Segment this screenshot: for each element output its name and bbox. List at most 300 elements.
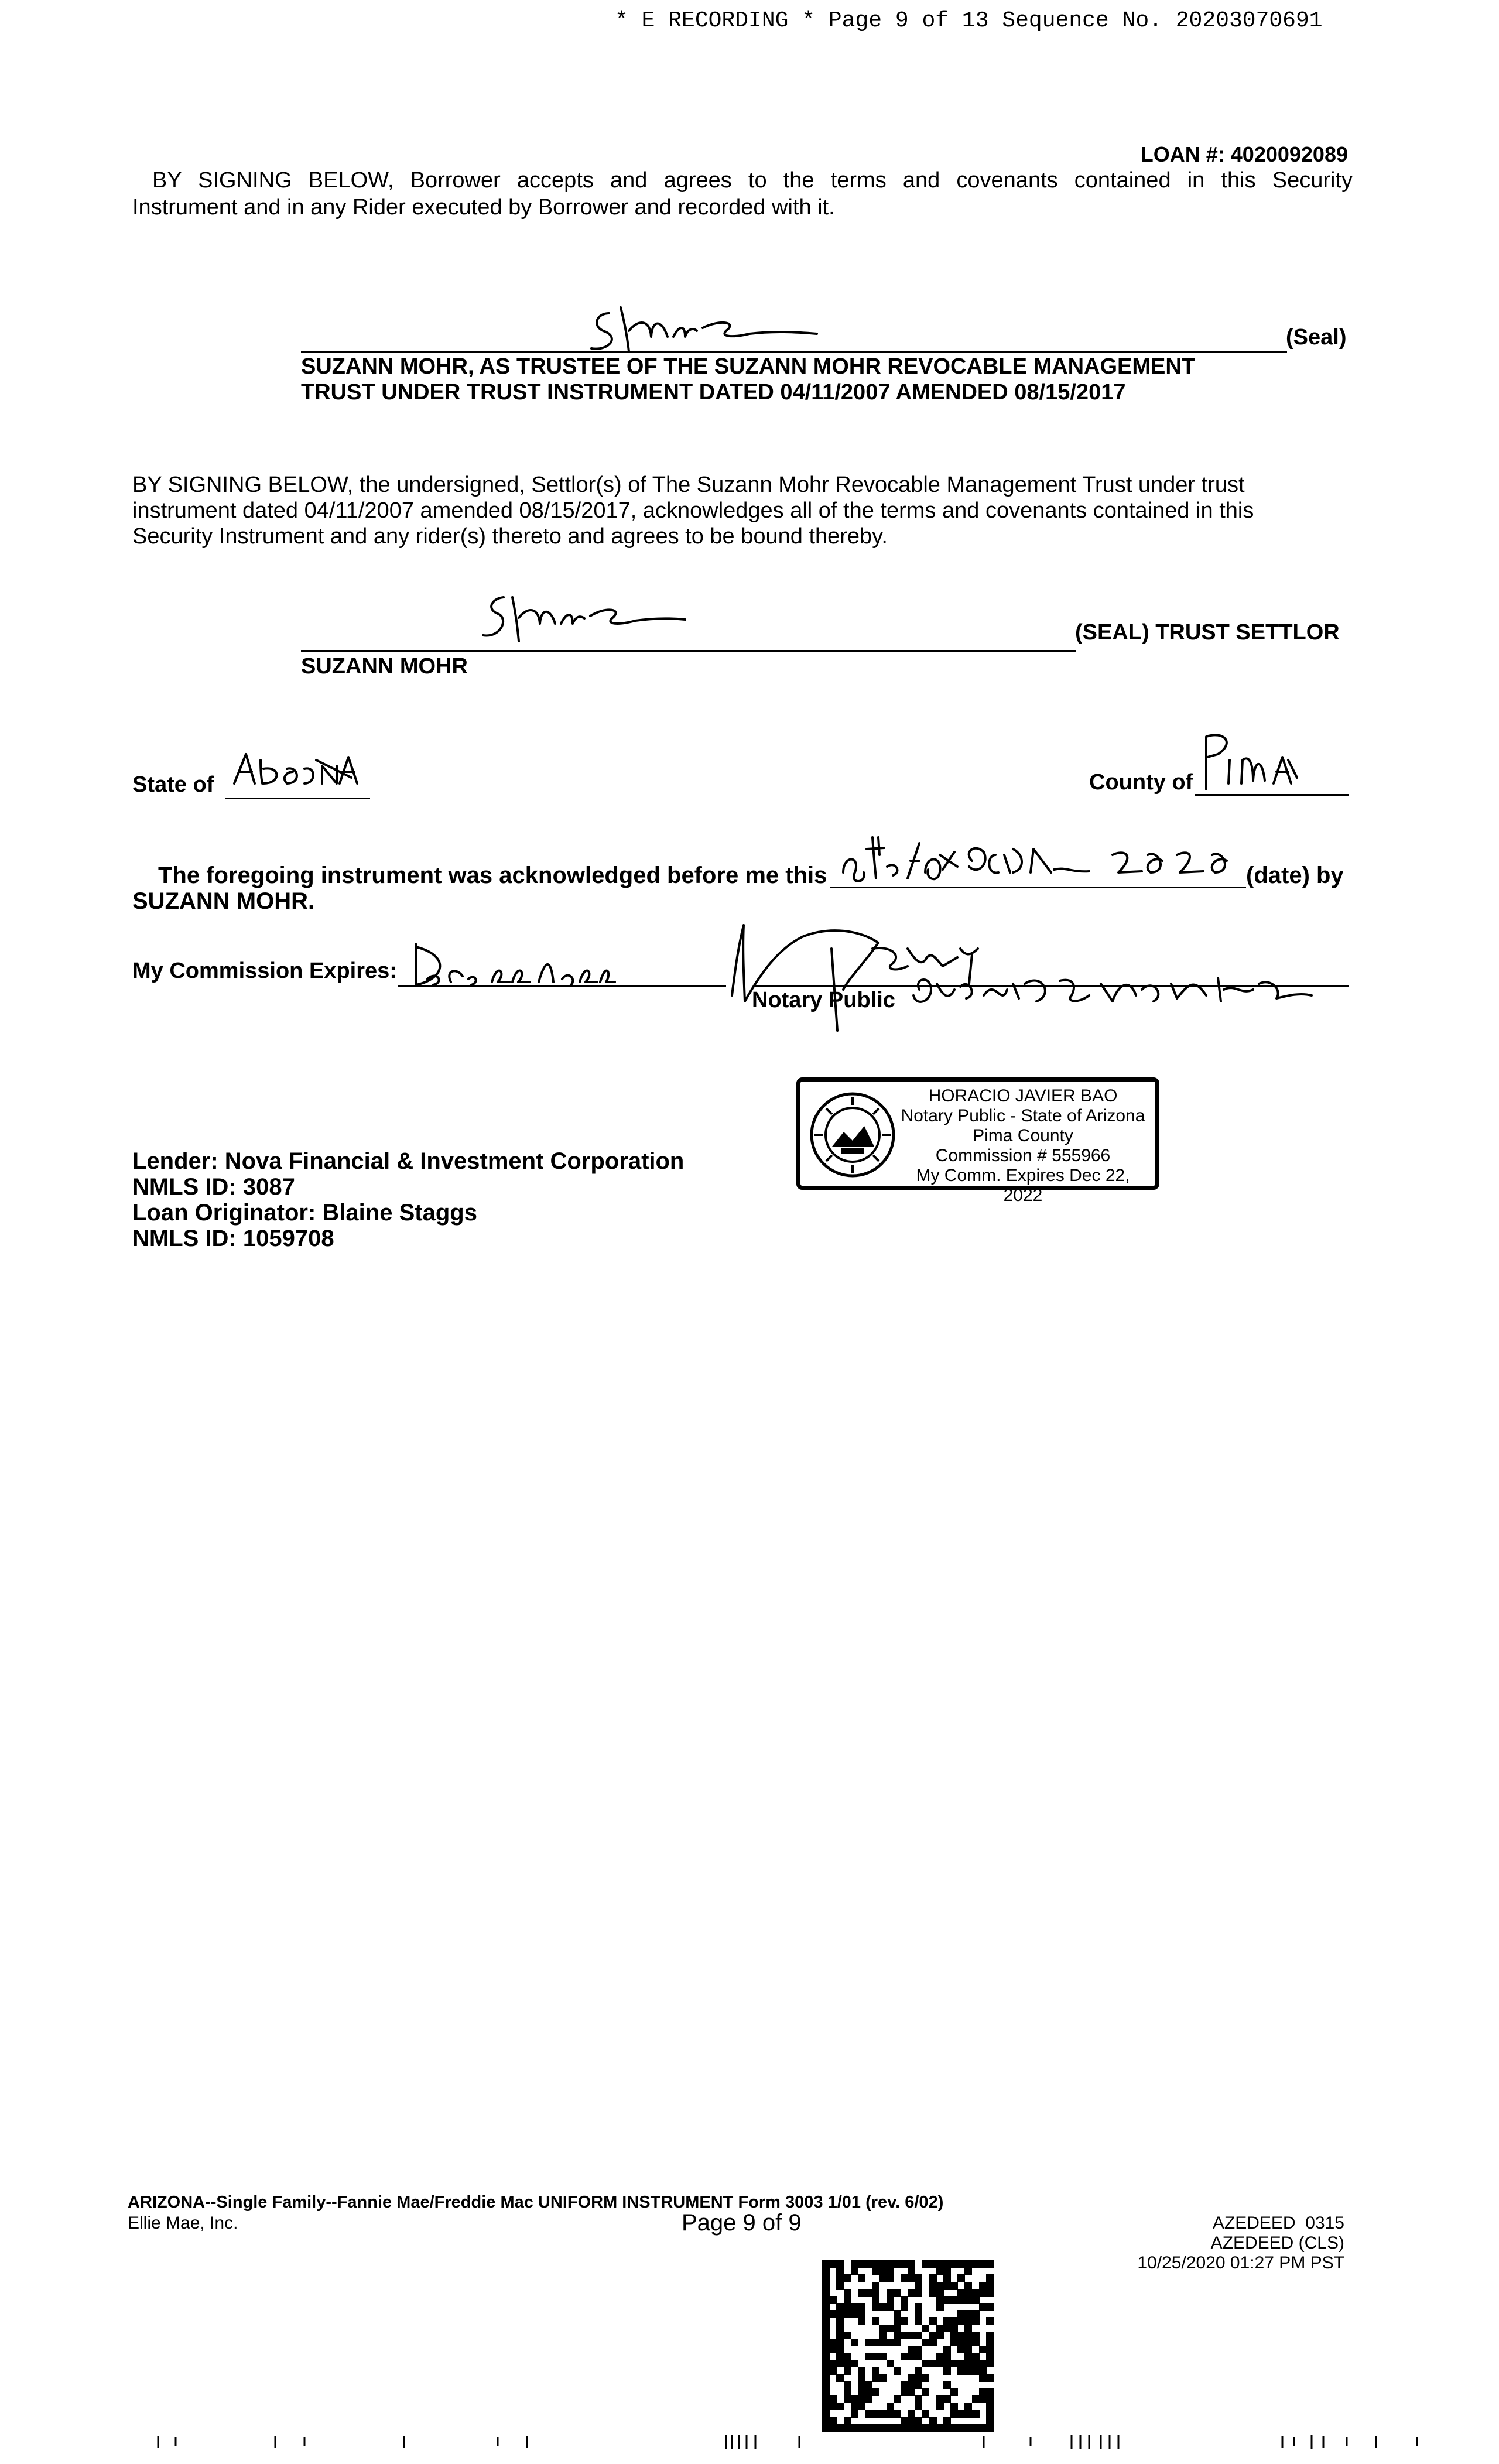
settlor-seal-label: (SEAL) TRUST SETTLOR bbox=[1075, 620, 1340, 645]
barcode-cell bbox=[943, 2381, 951, 2389]
barcode-cell bbox=[872, 2367, 879, 2375]
barcode-cell bbox=[986, 2360, 994, 2367]
barcode-cell bbox=[858, 2395, 865, 2403]
barcode-cell bbox=[872, 2296, 879, 2304]
state-handwriting bbox=[228, 742, 369, 795]
barcode-cell bbox=[908, 2332, 915, 2339]
trustee-seal-label: (Seal) bbox=[1286, 325, 1347, 350]
borrower-statement-line1: BY SIGNING BELOW, Borrower accepts and agrees to the terms and covenants contained in this Security bbox=[152, 168, 1353, 193]
barcode-cell bbox=[943, 2367, 951, 2375]
barcode-cell bbox=[964, 2360, 972, 2367]
barcode-cell bbox=[972, 2310, 980, 2318]
barcode-cell bbox=[901, 2274, 908, 2282]
barcode-cell bbox=[972, 2367, 980, 2375]
barcode-cell bbox=[950, 2403, 958, 2410]
barcode-cell bbox=[829, 2360, 837, 2367]
barcode-cell bbox=[957, 2346, 965, 2353]
barcode-cell bbox=[986, 2260, 994, 2268]
barcode-cell bbox=[943, 2267, 951, 2275]
barcode-cell bbox=[950, 2325, 958, 2332]
state-line bbox=[225, 798, 370, 799]
barcode-cell bbox=[986, 2339, 994, 2346]
barcode-cell bbox=[822, 2395, 830, 2403]
footer-form: ARIZONA--Single Family--Fannie Mae/Freddie Mac UNIFORM INSTRUMENT Form 3003 1/01 (rev. 6/02) bbox=[128, 2193, 944, 2212]
barcode-cell bbox=[986, 2353, 994, 2360]
barcode-cell bbox=[957, 2367, 965, 2375]
barcode-cell bbox=[865, 2339, 872, 2346]
barcode-cell bbox=[964, 2310, 972, 2318]
barcode-icon bbox=[822, 2260, 993, 2431]
barcode-cell bbox=[894, 2367, 901, 2375]
barcode-cell bbox=[887, 2339, 894, 2346]
barcode-cell bbox=[887, 2274, 894, 2282]
barcode-cell bbox=[943, 2317, 951, 2325]
barcode-cell bbox=[844, 2388, 851, 2396]
barcode-cell bbox=[957, 2289, 965, 2297]
footer-company: Ellie Mae, Inc. bbox=[128, 2213, 238, 2233]
barcode-cell bbox=[829, 2403, 837, 2410]
barcode-cell bbox=[879, 2410, 887, 2418]
barcode-cell bbox=[865, 2260, 872, 2268]
barcode-cell bbox=[829, 2367, 837, 2375]
barcode-cell bbox=[979, 2346, 987, 2353]
barcode-cell bbox=[894, 2332, 901, 2339]
barcode-cell bbox=[836, 2310, 844, 2318]
acknowledgment-date-line bbox=[830, 887, 1246, 888]
barcode-cell bbox=[844, 2381, 851, 2389]
barcode-cell bbox=[979, 2367, 987, 2375]
barcode-cell bbox=[936, 2332, 944, 2339]
barcode-cell bbox=[829, 2339, 837, 2346]
barcode-cell bbox=[957, 2317, 965, 2325]
notary-stamp-line4: Commission # 555966 bbox=[935, 1146, 1111, 1165]
trustee-signature-image bbox=[586, 296, 831, 360]
barcode-cell bbox=[957, 2260, 965, 2268]
barcode-cell bbox=[894, 2317, 901, 2325]
barcode-cell bbox=[836, 2403, 844, 2410]
loan-number-value: 4020092089 bbox=[1230, 142, 1348, 166]
loan-number bbox=[1141, 142, 1348, 167]
barcode-cell bbox=[887, 2260, 894, 2268]
barcode-cell bbox=[901, 2296, 908, 2304]
barcode-cell bbox=[844, 2296, 851, 2304]
barcode-cell bbox=[922, 2388, 929, 2396]
barcode-cell bbox=[915, 2395, 922, 2403]
barcode-cell bbox=[950, 2410, 958, 2418]
barcode-cell bbox=[908, 2260, 915, 2268]
barcode-cell bbox=[972, 2317, 980, 2325]
barcode-cell bbox=[964, 2346, 972, 2353]
barcode-cell bbox=[822, 2388, 830, 2396]
barcode-cell bbox=[972, 2296, 980, 2304]
barcode-cell bbox=[908, 2353, 915, 2360]
barcode-cell bbox=[922, 2374, 929, 2382]
barcode-cell bbox=[829, 2395, 837, 2403]
barcode-cell bbox=[851, 2339, 858, 2346]
barcode-cell bbox=[915, 2310, 922, 2318]
barcode-cell bbox=[908, 2289, 915, 2297]
commission-line bbox=[398, 985, 726, 987]
barcode-cell bbox=[879, 2325, 887, 2332]
barcode-cell bbox=[957, 2274, 965, 2282]
barcode-cell bbox=[865, 2395, 872, 2403]
barcode-cell bbox=[858, 2403, 865, 2410]
barcode-cell bbox=[872, 2353, 879, 2360]
barcode-cell bbox=[822, 2303, 830, 2311]
barcode-cell bbox=[901, 2381, 908, 2389]
recording-header: * E RECORDING * Page 9 of 13 Sequence No. 20203070691 bbox=[615, 8, 1323, 33]
acknowledgment-date-handwriting bbox=[837, 820, 1247, 890]
barcode-cell bbox=[887, 2410, 894, 2418]
barcode-cell bbox=[858, 2317, 865, 2325]
barcode-cell bbox=[972, 2289, 980, 2297]
barcode-cell bbox=[943, 2260, 951, 2268]
barcode-cell bbox=[979, 2303, 987, 2311]
barcode-cell bbox=[879, 2260, 887, 2268]
barcode-cell bbox=[950, 2360, 958, 2367]
acknowledgment-text: The foregoing instrument was acknowledged before me this bbox=[158, 863, 827, 888]
barcode-cell bbox=[851, 2360, 858, 2367]
barcode-cell bbox=[943, 2296, 951, 2304]
barcode-cell bbox=[929, 2417, 937, 2425]
barcode-cell bbox=[836, 2339, 844, 2346]
barcode-cell bbox=[950, 2260, 958, 2268]
barcode-cell bbox=[986, 2303, 994, 2311]
barcode-cell bbox=[858, 2374, 865, 2382]
barcode-cell bbox=[986, 2282, 994, 2290]
barcode-cell bbox=[872, 2410, 879, 2418]
barcode-cell bbox=[822, 2353, 830, 2360]
barcode-cell bbox=[887, 2403, 894, 2410]
county-handwriting bbox=[1195, 725, 1335, 795]
barcode-cell bbox=[957, 2339, 965, 2346]
notary-stamp-name: HORACIO JAVIER BAO bbox=[928, 1086, 1118, 1106]
barcode-cell bbox=[964, 2332, 972, 2339]
barcode-cell bbox=[943, 2353, 951, 2360]
settlor-statement-line3: Security Instrument and any rider(s) thereto and agrees to be bound thereby. bbox=[132, 524, 888, 549]
borrower-statement-line2: Instrument and in any Rider executed by Borrower and recorded with it. bbox=[132, 195, 835, 220]
loan-number-label: LOAN #: bbox=[1140, 142, 1225, 166]
barcode-cell bbox=[922, 2339, 929, 2346]
barcode-cell bbox=[858, 2381, 865, 2389]
barcode-cell bbox=[950, 2296, 958, 2304]
barcode-cell bbox=[943, 2395, 951, 2403]
barcode-cell bbox=[822, 2360, 830, 2367]
barcode-cell bbox=[908, 2388, 915, 2396]
barcode-cell bbox=[950, 2282, 958, 2290]
barcode-cell bbox=[936, 2296, 944, 2304]
notary-line bbox=[755, 985, 1349, 987]
barcode-cell bbox=[929, 2282, 937, 2290]
barcode-cell bbox=[908, 2274, 915, 2282]
barcode-cell bbox=[844, 2274, 851, 2282]
barcode-cell bbox=[836, 2303, 844, 2311]
barcode-cell bbox=[986, 2346, 994, 2353]
barcode-cell bbox=[829, 2260, 837, 2268]
notary-stamp-line5: My Comm. Expires Dec 22, 2022 bbox=[916, 1166, 1130, 1205]
barcode-cell bbox=[964, 2317, 972, 2325]
footer-page: Page 9 of 9 bbox=[682, 2210, 802, 2236]
commission-date-handwriting bbox=[404, 938, 615, 991]
barcode-cell bbox=[957, 2296, 965, 2304]
barcode-cell bbox=[922, 2325, 929, 2332]
barcode-cell bbox=[822, 2317, 830, 2325]
barcode-cell bbox=[986, 2317, 994, 2325]
barcode-cell bbox=[872, 2260, 879, 2268]
barcode-cell bbox=[986, 2388, 994, 2396]
barcode-cell bbox=[829, 2296, 837, 2304]
barcode-cell bbox=[915, 2374, 922, 2382]
barcode-cell bbox=[858, 2289, 865, 2297]
barcode-cell bbox=[915, 2317, 922, 2325]
barcode-cell bbox=[936, 2395, 944, 2403]
barcode-cell bbox=[858, 2310, 865, 2318]
barcode-cell bbox=[929, 2274, 937, 2282]
barcode-cell bbox=[829, 2310, 837, 2318]
notary-stamp-line2: Notary Public - State of Arizona bbox=[901, 1106, 1145, 1125]
barcode-cell bbox=[822, 2260, 830, 2268]
barcode-cell bbox=[901, 2303, 908, 2311]
barcode-cell bbox=[908, 2374, 915, 2382]
barcode-cell bbox=[872, 2282, 879, 2290]
barcode-cell bbox=[829, 2346, 837, 2353]
barcode-cell bbox=[865, 2410, 872, 2418]
barcode-cell bbox=[865, 2381, 872, 2389]
barcode-cell bbox=[929, 2332, 937, 2339]
barcode-cell bbox=[829, 2417, 837, 2425]
barcode-cell bbox=[936, 2403, 944, 2410]
barcode-cell bbox=[836, 2317, 844, 2325]
scan-marks bbox=[0, 2430, 1499, 2453]
barcode-cell bbox=[858, 2367, 865, 2375]
barcode-cell bbox=[936, 2303, 944, 2311]
barcode-cell bbox=[887, 2360, 894, 2367]
barcode-cell bbox=[915, 2417, 922, 2425]
barcode-cell bbox=[986, 2395, 994, 2403]
barcode-cell bbox=[901, 2260, 908, 2268]
barcode-cell bbox=[986, 2410, 994, 2418]
barcode-cell bbox=[822, 2310, 830, 2318]
barcode-cell bbox=[879, 2332, 887, 2339]
barcode-cell bbox=[844, 2360, 851, 2367]
barcode-cell bbox=[822, 2282, 830, 2290]
barcode-cell bbox=[908, 2381, 915, 2389]
trustee-name-line1: SUZANN MOHR, AS TRUSTEE OF THE SUZANN MOHR REVOCABLE MANAGEMENT bbox=[301, 354, 1196, 379]
settlor-signature-image bbox=[480, 586, 691, 650]
barcode-cell bbox=[822, 2410, 830, 2418]
barcode-cell bbox=[872, 2374, 879, 2382]
barcode-cell bbox=[851, 2395, 858, 2403]
barcode-cell bbox=[943, 2282, 951, 2290]
barcode-cell bbox=[943, 2360, 951, 2367]
barcode-cell bbox=[836, 2353, 844, 2360]
barcode-cell bbox=[844, 2310, 851, 2318]
barcode-cell bbox=[887, 2289, 894, 2297]
barcode-cell bbox=[957, 2360, 965, 2367]
barcode-cell bbox=[908, 2410, 915, 2418]
barcode-cell bbox=[887, 2303, 894, 2311]
barcode-cell bbox=[950, 2317, 958, 2325]
barcode-cell bbox=[972, 2332, 980, 2339]
barcode-cell bbox=[851, 2303, 858, 2311]
barcode-cell bbox=[972, 2353, 980, 2360]
barcode-cell bbox=[836, 2267, 844, 2275]
barcode-cell bbox=[901, 2332, 908, 2339]
barcode-cell bbox=[844, 2353, 851, 2360]
barcode-cell bbox=[915, 2332, 922, 2339]
barcode-cell bbox=[822, 2289, 830, 2297]
barcode-cell bbox=[964, 2353, 972, 2360]
originator-line: Loan Originator: Blaine Staggs bbox=[132, 1200, 477, 1226]
settlor-statement-line1: BY SIGNING BELOW, the undersigned, Settlor(s) of The Suzann Mohr Revocable Management Trust under trust bbox=[132, 473, 1245, 497]
barcode-cell bbox=[986, 2403, 994, 2410]
settlor-statement-line2: instrument dated 04/11/2007 amended 08/15/2017, acknowledges all of the terms and covenants contained in this bbox=[132, 498, 1254, 523]
barcode-cell bbox=[887, 2325, 894, 2332]
barcode-cell bbox=[915, 2381, 922, 2389]
barcode-cell bbox=[872, 2388, 879, 2396]
trustee-name-line2: TRUST UNDER TRUST INSTRUMENT DATED 04/11/2007 AMENDED 08/15/2017 bbox=[301, 380, 1126, 405]
barcode-cell bbox=[844, 2332, 851, 2339]
barcode-cell bbox=[908, 2417, 915, 2425]
barcode-cell bbox=[964, 2260, 972, 2268]
barcode-cell bbox=[986, 2374, 994, 2382]
barcode-cell bbox=[986, 2274, 994, 2282]
barcode-cell bbox=[894, 2339, 901, 2346]
barcode-cell bbox=[936, 2325, 944, 2332]
barcode-cell bbox=[915, 2367, 922, 2375]
barcode-cell bbox=[894, 2395, 901, 2403]
barcode-cell bbox=[964, 2325, 972, 2332]
barcode-cell bbox=[844, 2417, 851, 2425]
barcode-cell bbox=[936, 2289, 944, 2297]
barcode-cell bbox=[901, 2388, 908, 2396]
barcode-cell bbox=[865, 2353, 872, 2360]
barcode-cell bbox=[836, 2360, 844, 2367]
settlor-signature-line bbox=[301, 650, 1076, 652]
barcode-cell bbox=[844, 2289, 851, 2297]
commission-label: My Commission Expires: bbox=[132, 959, 397, 983]
barcode-cell bbox=[943, 2274, 951, 2282]
barcode-cell bbox=[972, 2395, 980, 2403]
barcode-cell bbox=[943, 2417, 951, 2425]
barcode-cell bbox=[964, 2403, 972, 2410]
barcode-cell bbox=[822, 2267, 830, 2275]
barcode-cell bbox=[915, 2282, 922, 2290]
barcode-cell bbox=[943, 2346, 951, 2353]
trustee-signature-line bbox=[301, 351, 1287, 353]
barcode-cell bbox=[964, 2267, 972, 2275]
state-label: State of bbox=[132, 772, 214, 797]
footer-code1: AZEDEED 0315 bbox=[1212, 2213, 1344, 2233]
settlor-name: SUZANN MOHR bbox=[301, 654, 468, 679]
barcode-cell bbox=[915, 2353, 922, 2360]
barcode-cell bbox=[822, 2296, 830, 2304]
barcode-cell bbox=[936, 2353, 944, 2360]
barcode-cell bbox=[964, 2282, 972, 2290]
barcode-cell bbox=[836, 2346, 844, 2353]
barcode-cell bbox=[879, 2303, 887, 2311]
barcode-cell bbox=[822, 2346, 830, 2353]
barcode-cell bbox=[972, 2410, 980, 2418]
barcode-cell bbox=[908, 2267, 915, 2275]
barcode-cell bbox=[929, 2289, 937, 2297]
barcode-cell bbox=[915, 2303, 922, 2311]
barcode-cell bbox=[979, 2282, 987, 2290]
barcode-cell bbox=[822, 2325, 830, 2332]
barcode-cell bbox=[836, 2274, 844, 2282]
barcode-cell bbox=[822, 2374, 830, 2382]
barcode-cell bbox=[915, 2403, 922, 2410]
barcode-cell bbox=[964, 2296, 972, 2304]
barcode-cell bbox=[865, 2388, 872, 2396]
barcode-cell bbox=[929, 2360, 937, 2367]
barcode-cell bbox=[979, 2388, 987, 2396]
barcode-cell bbox=[964, 2289, 972, 2297]
barcode-cell bbox=[936, 2282, 944, 2290]
barcode-cell bbox=[879, 2353, 887, 2360]
barcode-cell bbox=[872, 2317, 879, 2325]
barcode-cell bbox=[915, 2289, 922, 2297]
barcode-cell bbox=[879, 2374, 887, 2382]
originator-nmls: NMLS ID: 1059708 bbox=[132, 1226, 334, 1251]
notary-stamp bbox=[796, 1077, 1159, 1205]
barcode-cell bbox=[986, 2289, 994, 2297]
barcode-cell bbox=[858, 2388, 865, 2396]
barcode-cell bbox=[822, 2381, 830, 2389]
barcode-cell bbox=[822, 2417, 830, 2425]
barcode-cell bbox=[894, 2410, 901, 2418]
lender-nmls: NMLS ID: 3087 bbox=[132, 1174, 295, 1200]
barcode-cell bbox=[822, 2403, 830, 2410]
barcode-cell bbox=[836, 2325, 844, 2332]
barcode-cell bbox=[979, 2360, 987, 2367]
barcode-cell bbox=[844, 2367, 851, 2375]
notary-public-label: Notary Public bbox=[752, 988, 895, 1012]
barcode-cell bbox=[865, 2289, 872, 2297]
barcode-cell bbox=[836, 2282, 844, 2290]
barcode-cell bbox=[879, 2339, 887, 2346]
acknowledgment-person: SUZANN MOHR. bbox=[132, 888, 315, 914]
arizona-state-seal-icon bbox=[809, 1091, 896, 1179]
barcode-cell bbox=[858, 2303, 865, 2311]
barcode-cell bbox=[964, 2339, 972, 2346]
barcode-cell bbox=[851, 2260, 858, 2268]
barcode-cell bbox=[851, 2267, 858, 2275]
barcode-cell bbox=[844, 2303, 851, 2311]
barcode-cell bbox=[943, 2325, 951, 2332]
barcode-cell bbox=[957, 2410, 965, 2418]
lender-line: Lender: Nova Financial & Investment Corporation bbox=[132, 1148, 685, 1174]
barcode-cell bbox=[979, 2395, 987, 2403]
barcode-cell bbox=[822, 2332, 830, 2339]
barcode-cell bbox=[822, 2339, 830, 2346]
barcode-cell bbox=[929, 2317, 937, 2325]
barcode-cell bbox=[936, 2267, 944, 2275]
barcode-cell bbox=[950, 2339, 958, 2346]
barcode-cell bbox=[964, 2367, 972, 2375]
notary-stamp-line3: Pima County bbox=[973, 1126, 1073, 1145]
footer-code2: AZEDEED (CLS) bbox=[1210, 2233, 1344, 2253]
barcode-cell bbox=[851, 2310, 858, 2318]
barcode-cell bbox=[822, 2367, 830, 2375]
barcode-cell bbox=[872, 2339, 879, 2346]
barcode-cell bbox=[915, 2274, 922, 2282]
barcode-cell bbox=[894, 2289, 901, 2297]
barcode-cell bbox=[957, 2310, 965, 2318]
barcode-cell bbox=[836, 2332, 844, 2339]
barcode-cell bbox=[894, 2310, 901, 2318]
barcode-cell bbox=[936, 2260, 944, 2268]
